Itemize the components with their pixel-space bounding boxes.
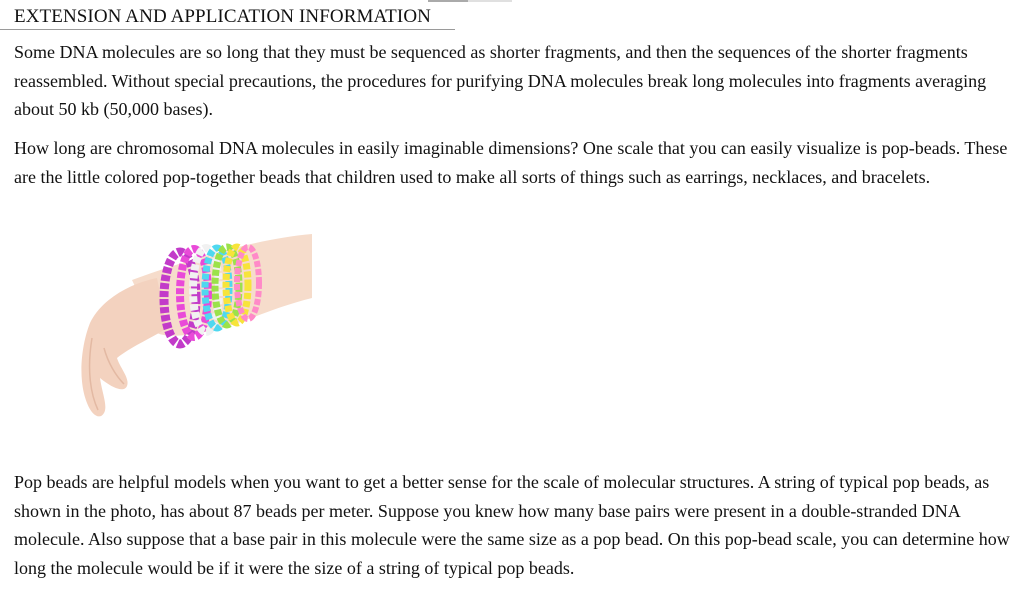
paragraph-intro: Some DNA molecules are so long that they must be sequenced as shorter fragments, and then the sequences of the shorter fragments reassembled. Without special precautions, the procedures for purifying DNA molecules break long molecules into fragments averaging about 50 kb (50,000 bases).	[14, 42, 987, 119]
pop-bead-bracelets-photo	[72, 228, 312, 428]
hand	[81, 278, 167, 416]
section-heading: EXTENSION AND APPLICATION INFORMATION	[14, 6, 431, 27]
paragraph-scale: How long are chromosomal DNA molecules in easily imaginable dimensions? One scale that you can easily visualize is pop-beads. These are the little colored pop-together beads that children used to make all sorts of things such as earrings, necklaces, and bracelets.	[14, 138, 1008, 187]
tab-marker	[428, 0, 468, 2]
paragraph-pop-beads: Pop beads are helpful models when you want to get a better sense for the scale of molecular structures. A string of typical pop beads, as shown in the photo, has about 87 beads per meter. Suppose you knew how many base pairs were present in a double-stranded DNA molecule. Also suppose that a base pair in this molecule were the same size as a pop bead. On this pop-bead scale, you can determine how long the molecule would be if it were the size of a string of typical pop beads.	[14, 472, 1010, 578]
tab-marker-light	[468, 0, 512, 2]
